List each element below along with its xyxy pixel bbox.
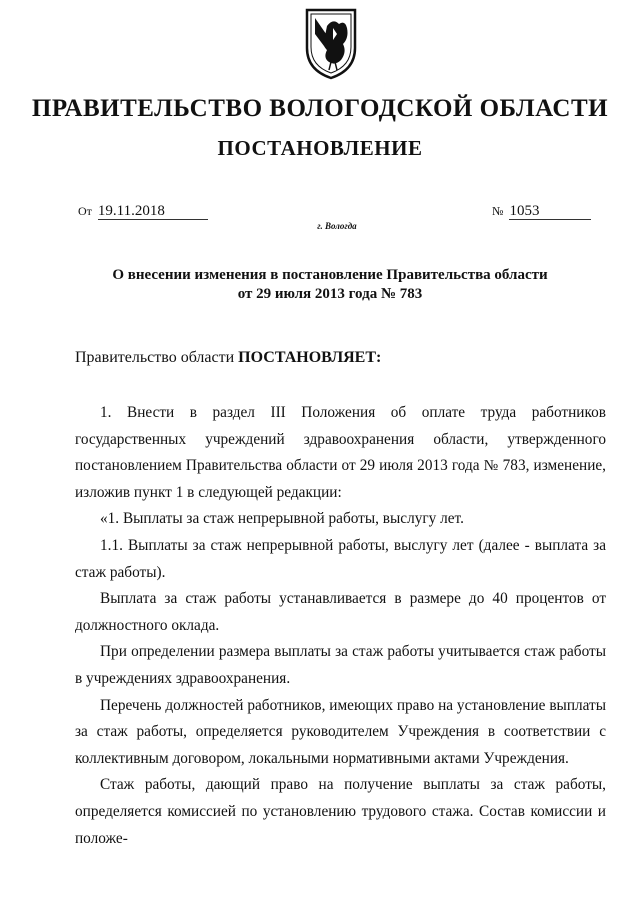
date-value: 19.11.2018 <box>98 203 208 220</box>
document-body <box>75 400 606 852</box>
coat-of-arms-icon <box>303 4 359 80</box>
body-paragraph: Стаж работы, дающий право на получение выплаты за стаж работы, определяется комиссией по установлению трудового стажа. Состав комиссии и положе- <box>75 776 606 847</box>
resolution-clause <box>75 349 381 367</box>
number-label: № <box>492 204 504 218</box>
body-paragraph: Перечень должностей работников, имеющих право на установление выплаты за стаж работы, определяется руководителем Учреждения в соответствии с коллективным договором, локальными нормативными актами Учреждения. <box>75 696 606 767</box>
number-value: 1053 <box>509 203 591 220</box>
document-type: ПОСТАНОВЛЕНИЕ <box>217 136 423 160</box>
body-paragraph: «1. Выплаты за стаж непрерывной работы, выслугу лет. <box>100 510 464 528</box>
city: г. Вологда <box>317 221 357 231</box>
resolution-prefix: Правительство области <box>75 349 239 366</box>
document-subject <box>60 266 600 304</box>
resolution-word: ПОСТАНОВЛЯЕТ: <box>238 349 382 366</box>
number-field <box>492 203 591 220</box>
date-field <box>78 203 208 220</box>
body-paragraph: При определении размера выплаты за стаж работы учитывается стаж работы в учреждениях здравоохранения. <box>75 643 606 687</box>
body-paragraph: 1. Внести в раздел III Положения об оплате труда работников государственных учреждений здравоохранения области, утвержденного постановлением Правительства области от 29 июля 2013 года № 783, изменение, изложив пункт 1 в следующей редакции: <box>75 404 606 501</box>
body-paragraph: Выплата за стаж работы устанавливается в размере до 40 процентов от должностного оклада. <box>75 590 606 634</box>
subject-line-1: О внесении изменения в постановление Правительства области <box>112 267 548 283</box>
organization-title: ПРАВИТЕЛЬСТВО ВОЛОГОДСКОЙ ОБЛАСТИ <box>31 95 609 122</box>
subject-line-2: от 29 июля 2013 года № 783 <box>237 286 423 302</box>
body-paragraph: 1.1. Выплаты за стаж непрерывной работы, выслугу лет (далее - выплата за стаж работы). <box>75 536 606 581</box>
date-label: От <box>78 204 92 218</box>
